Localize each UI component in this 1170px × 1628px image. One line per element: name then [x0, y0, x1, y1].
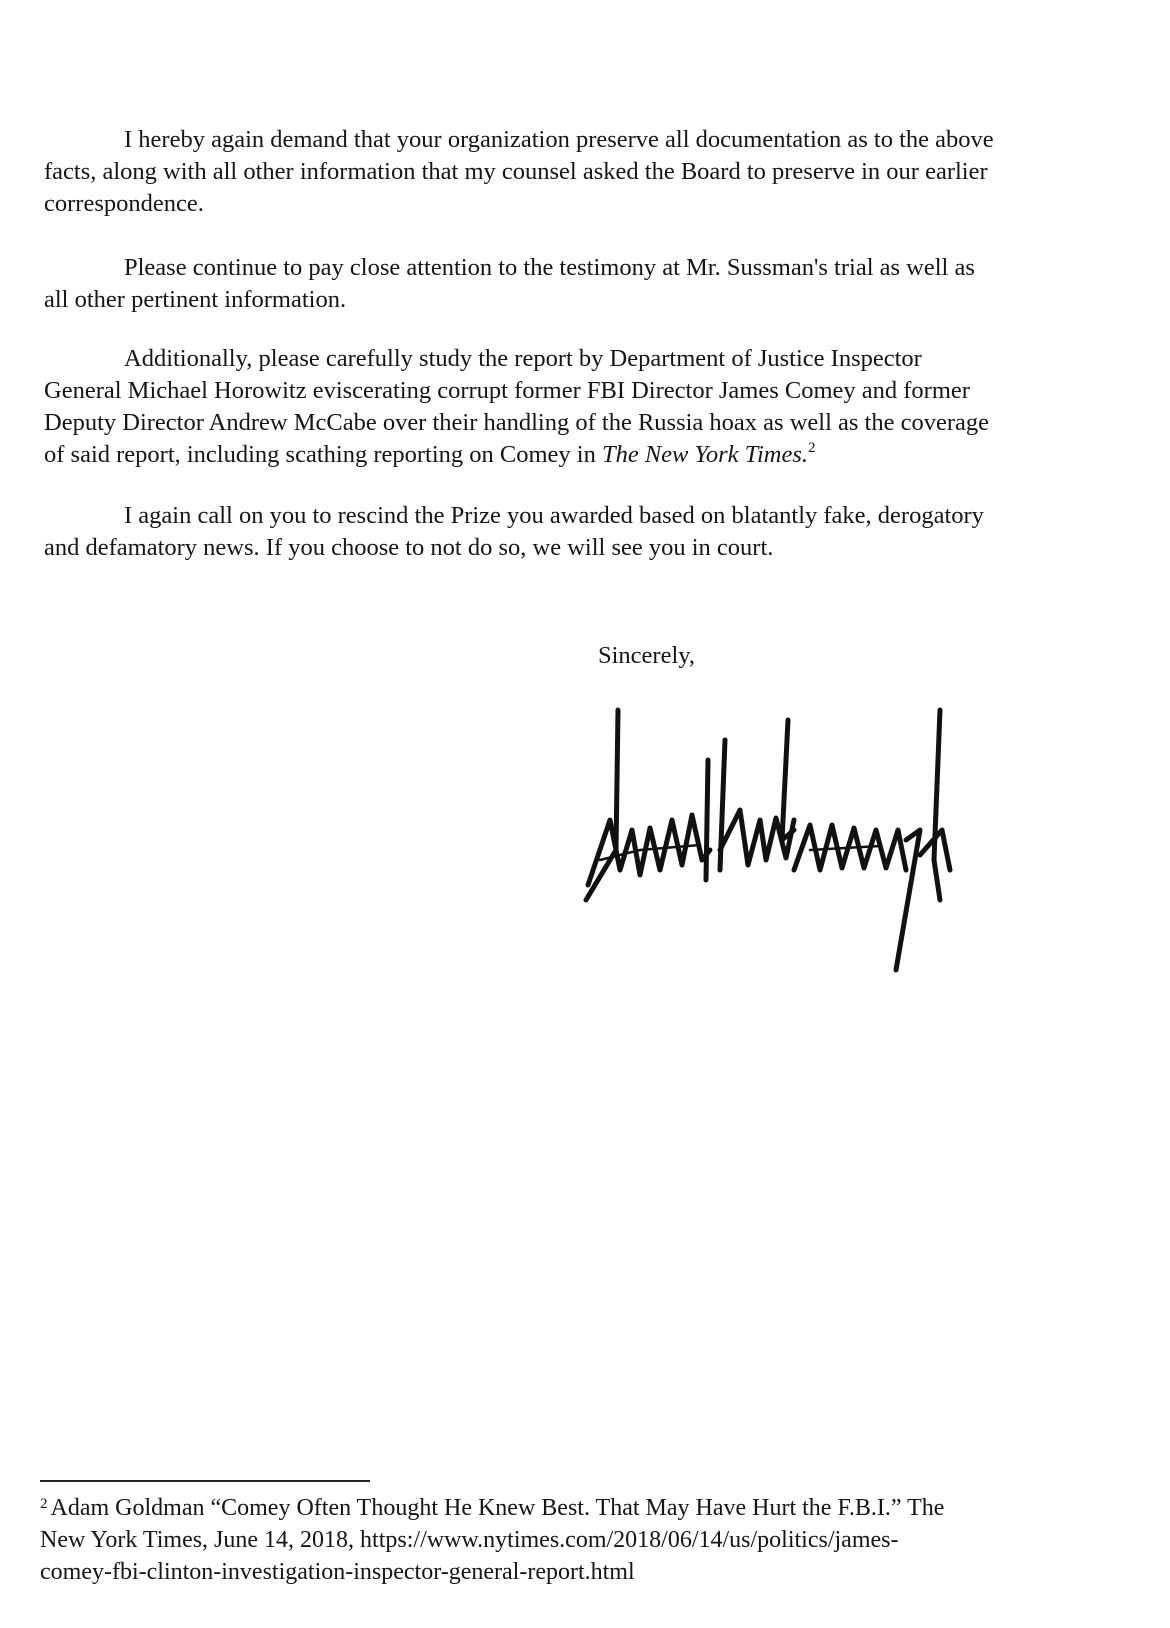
- footnote: [40, 1488, 1140, 1588]
- paragraph-line: Deputy Director Andrew McCabe over their handling of the Russia hoax as well as the coverage: [44, 409, 989, 436]
- paragraph-sussman-trial: [44, 252, 1084, 316]
- paragraph-line: I hereby again demand that your organization preserve all documentation as to the above: [124, 126, 994, 153]
- footnote-reference: 2: [807, 440, 816, 456]
- paragraph-line: Additionally, please carefully study the report by Department of Justice Inspector: [124, 345, 922, 372]
- paragraph-line: correspondence.: [44, 190, 204, 217]
- paragraph-line: and defamatory news. If you choose to not do so, we will see you in court.: [44, 534, 774, 561]
- paragraph-line: all other pertinent information.: [44, 286, 347, 313]
- paragraph-preserve-documentation: [44, 124, 1084, 220]
- footnote-line: comey-fbi-clinton-investigation-inspector-general-report.html: [40, 1559, 635, 1585]
- footnote-mark: 2: [40, 1496, 48, 1512]
- paragraph-line: facts, along with all other information that my counsel asked the Board to preserve in our earlier: [44, 158, 988, 185]
- paragraph-rescind-prize: [44, 500, 1084, 564]
- closing-salutation: Sincerely,: [598, 642, 696, 669]
- newspaper-title: The New York Times.: [601, 441, 808, 468]
- paragraph-line: Please continue to pay close attention to the testimony at Mr. Sussman's trial as well as: [124, 254, 975, 281]
- footnote-line: New York Times, June 14, 2018, https://www.nytimes.com/2018/06/14/us/politics/james-: [40, 1527, 899, 1553]
- footnote-divider: [40, 1480, 370, 1482]
- footnote-line: Adam Goldman “Comey Often Thought He Knew Best. That May Have Hurt the F.B.I.” The: [50, 1495, 945, 1521]
- paragraph-inspector-report: [44, 343, 1084, 471]
- paragraph-line: General Michael Horowitz eviscerating corrupt former FBI Director James Comey and former: [44, 377, 970, 404]
- handwritten-signature: [580, 700, 980, 1010]
- paragraph-line: I again call on you to rescind the Prize you awarded based on blatantly fake, derogatory: [124, 502, 984, 529]
- paragraph-line: of said report, including scathing reporting on Comey in: [44, 441, 602, 468]
